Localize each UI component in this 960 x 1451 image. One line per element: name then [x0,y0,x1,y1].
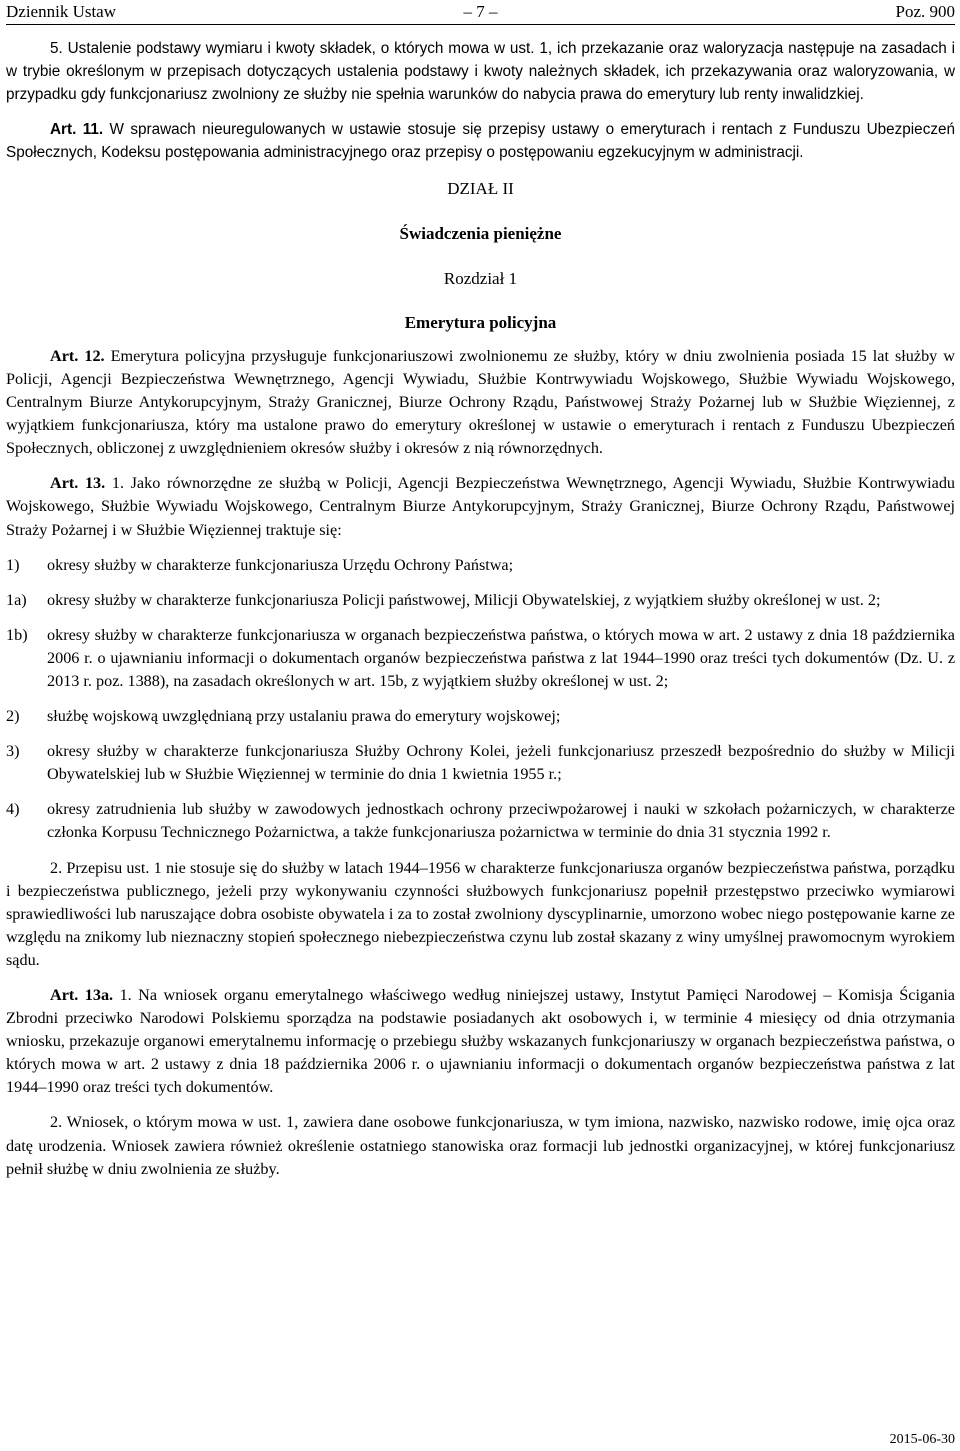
position-number: Poz. 900 [895,2,955,21]
list-item [6,554,955,577]
article-13a-paragraph-1: 1. Na wniosek organu emerytalnego właściwego według niniejszej ustawy, Instytut Pamięci Narodowej – Komisja Ścigania Zbrodni przeciwko Narodowi Polskiemu sporządza na podstawie posiadanych akt osobowych i, w terminie 4 miesięcy od dnia otrzymania wniosku, przekazuje organowi emerytalnemu informację o przebiegu służby wskazanych funkcjonariuszy w organach bezpieczeństwa państwa, o których mowa w art. 2 ustawy z dnia 18 października 2006 r. o ujawnianiu informacji o dokumentach organów bezpieczeństwa państwa z lat 1944–1990 oraz treści tych dokumentów. [6,986,955,1097]
article-13-title: Art. 13. [50,474,106,493]
list-item-text: okresy służby w charakterze funkcjonariusza w organach bezpieczeństwa państwa, o których mowa w art. 2 ustawy z dnia 18 października 2006 r. o ujawnianiu informacji o dokumentach organów bezpieczeństwa państwa z lat 1944–1990 oraz treści tych dokumentów (Dz. U. z 2013 r. poz. 1388), na zasadach określonych w art. 15b, z wyjątkiem służby określonej w ust. 2; [47,625,955,690]
list-item [6,740,955,786]
list-item [6,798,955,844]
list-item-number: 1) [6,555,20,574]
list-item-text: okresy służby w charakterze funkcjonariusza Służby Ochrony Kolei, jeżeli funkcjonariusz przeszedł bezpośrednio do służby w Milicji Obywatelskiej lub w Służbie Więziennej w terminie do dnia 1 kwietnia 1955 r.; [47,742,955,784]
list-item-text: okresy służby w charakterze funkcjonariusza Policji państwowej, Milicji Obywatelskiej, z wyjątkiem służby określonej w ust. 2; [47,590,881,609]
article-13a-paragraph-2: 2. Wniosek, o którym mowa w ust. 1, zawiera dane osobowe funkcjonariusza, w tym imiona, nazwisko, nazwisko rodowe, imię ojca oraz datę urodzenia. Wniosek zawiera również określenie ostatniego stanowiska oraz formacji lub jednostki organizacyjnej, w której funkcjonariusz pełnił służbę w dniu zwolnienia ze służby. [6,1113,955,1178]
division-heading: DZIAŁ II [447,179,514,199]
article-13-intro: 1. Jako równorzędne ze służbą w Policji, Agencji Bezpieczeństwa Wewnętrznego, Agencji Wywiadu, Służbie Kontrwywiadu Wojskowego, Służbie Wywiadu Wojskowego, Centralnym Biurze Antykorupcyjnym, Straży Granicznej, Biurze Ochrony Rządu, Państwowej Straży Pożarnej i w Służbie Więziennej traktuje się: [6,474,956,539]
article-13-list [6,554,955,845]
chapter-heading: Rozdział 1 [443,268,518,288]
article-11 [6,118,955,164]
article-13a-title: Art. 13a. [50,986,114,1004]
article-12-text: Emerytura policyjna przysługuje funkcjonariuszowi zwolnionemu ze służby, który w dniu zwolnienia posiada 15 lat służby w Policji, Agencji Bezpieczeństwa Wewnętrznego, Agencji Wywiadu, Służbie Kontrwywiadu Wojskowego, Służbie Wywiadu Wojskowego, Centralnym Biurze Antykorupcyjnym, Straży Granicznej, Biurze Ochrony Rządu, Państwowej Straży Pożarnej lub w Służbie Więziennej, z wyjątkiem funkcjonariusza, który ma ustalone prawo do emerytury określonej w ustawie o emeryturach i rentach z Funduszu Ubezpieczeń Społecznych, obliczonej z uwzględnieniem okresów służby i okresów z nią równorzędnych. [6,346,955,458]
list-item-number: 4) [6,800,20,819]
list-item [6,624,955,693]
list-item-text: okresy zatrudnienia lub służby w zawodowych jednostkach ochrony przeciwpożarowej i nauki w szkołach pożarniczych, w charakterze członka Korpusu Technicznego Pożarnictwa, a także funkcjonariusza pożarnictwa w terminie do dnia 31 stycznia 1992 r. [47,800,955,842]
list-item-number: 3) [6,742,20,761]
page-number: – 7 – [463,2,498,21]
chapter-title: Emerytura policyjna [404,312,557,332]
page-header [6,0,955,25]
list-item-number: 1b) [6,625,28,644]
division-title: Świadczenia pieniężne [399,223,562,243]
list-item [6,705,955,728]
list-item-text: służbę wojskową uwzględnianą przy ustalaniu prawa do emerytury wojskowej; [47,707,561,726]
list-item-number: 2) [6,707,20,726]
article-12-title: Art. 12. [50,346,105,365]
article-13 [6,472,955,541]
list-item [6,589,955,612]
paragraph-5: 5. Ustalenie podstawy wymiaru i kwoty składek, o których mowa w ust. 1, ich przekazanie oraz waloryzacja następuje na zasadach i w trybie określonym w przepisach dotyczących ustalenia podstawy i kwoty należnych składek, ich przekazywania oraz waloryzowania, w przypadku gdy funkcjonariusz zwolniony ze służby nie spełnia warunków do nabycia prawa do emerytury lub renty inwalidzkiej. [6,40,955,104]
document-page [6,0,955,1181]
article-13a [6,984,955,1099]
publication-date: 2015-06-30 [889,1432,955,1447]
article-12 [6,345,955,460]
document-body [6,37,955,1181]
journal-name: Dziennik Ustaw [6,2,117,21]
article-11-text: W sprawach nieuregulowanych w ustawie stosuje się przepisy ustawy o emeryturach i rentach z Funduszu Ubezpieczeń Społecznych, Kodeksu postępowania administracyjnego oraz przepisy o postępowaniu egzekucyjnym w administracji. [6,121,956,162]
list-item-text: okresy służby w charakterze funkcjonariusza Urzędu Ochrony Państwa; [47,555,514,574]
article-13-paragraph-2: 2. Przepisu ust. 1 nie stosuje się do służby w latach 1944–1956 w charakterze funkcjonariusza organów bezpieczeństwa państwa, porządku i bezpieczeństwa publicznego, jeżeli przy wykonywaniu czynności służbowych funkcjonariusz popełnił przestępstwo przeciwko wymiarowi sprawiedliwości lub naruszające dobra osobiste obywatela i za to został zwolniony dyscyplinarnie, umorzono wobec niego postępowanie karne ze względu na znikomy lub nieznaczny stopień społecznego niebezpieczeństwa czynu lub został skazany z winy umyślnej prawomocnym wyrokiem sądu. [6,858,955,969]
list-item-number: 1a) [6,590,27,609]
article-11-title: Art. 11. [50,121,104,139]
